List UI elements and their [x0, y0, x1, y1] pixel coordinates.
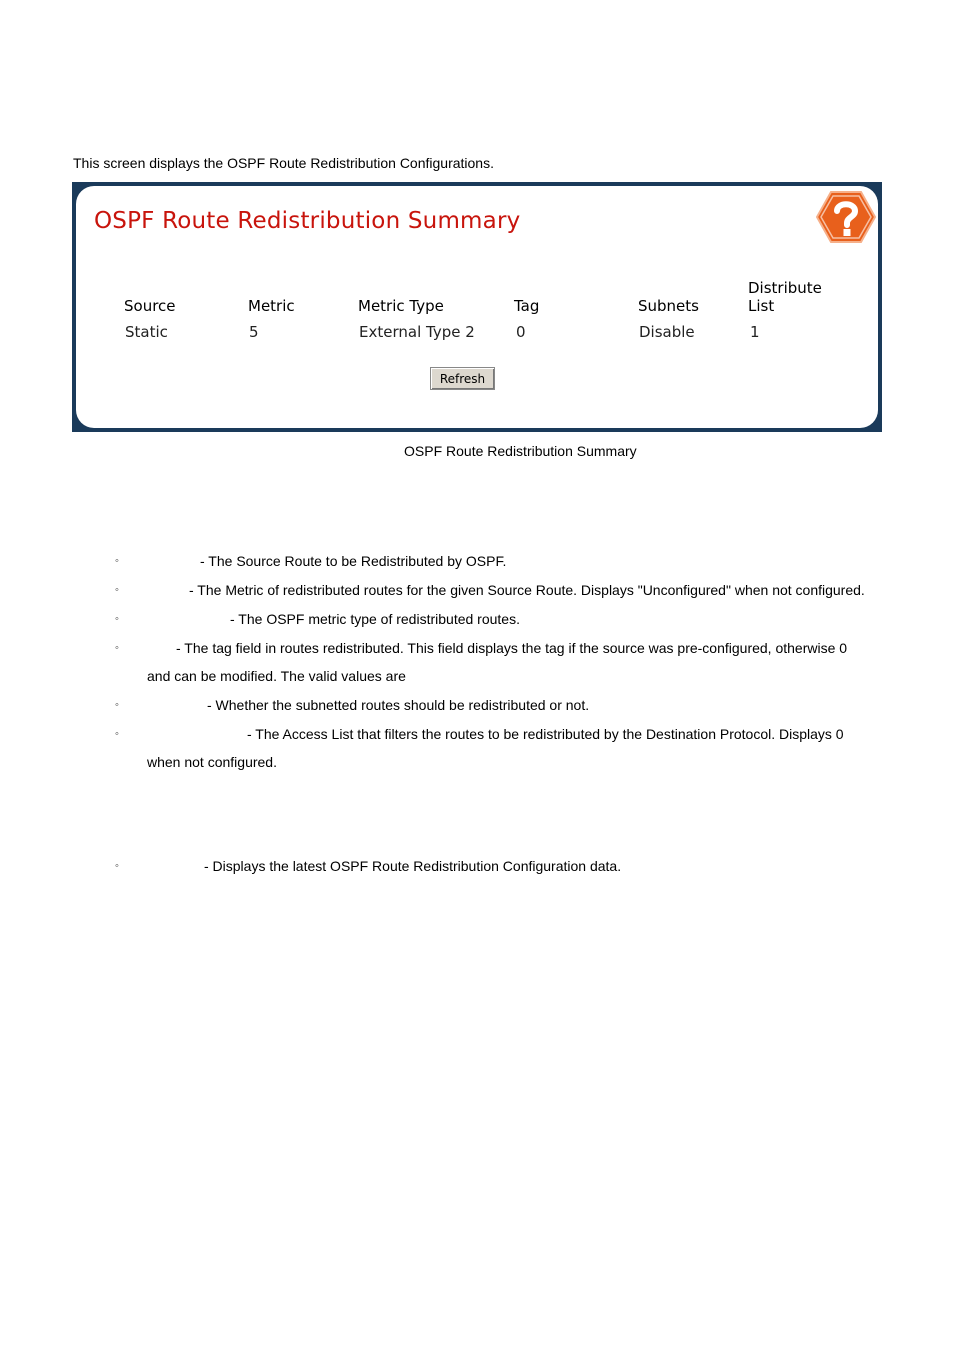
desc-source: - The Source Route to be Redistributed by OSPF.	[200, 553, 507, 569]
bullet-metric-type: ◦	[115, 613, 119, 625]
column-header-distribute-line2: List	[748, 297, 775, 315]
desc-distribute-line2: when not configured.	[147, 754, 277, 770]
redistribution-summary-panel	[72, 182, 882, 432]
cell-metric-type: External Type 2	[359, 323, 475, 341]
cell-distribute-list: 1	[750, 323, 760, 341]
help-icon[interactable]	[816, 190, 876, 244]
panel-content	[76, 186, 878, 428]
bullet-subnets: ◦	[115, 699, 119, 711]
bullet-refresh: ◦	[115, 860, 119, 872]
intro-text: This screen displays the OSPF Route Redistribution Configurations.	[73, 155, 494, 171]
desc-subnets: - Whether the subnetted routes should be redistributed or not.	[207, 697, 590, 713]
desc-distribute-line1: - The Access List that filters the routes to be redistributed by the Destination Protocol. Displays 0	[247, 726, 844, 742]
bullet-metric: ◦	[115, 584, 119, 596]
column-header-tag: Tag	[514, 297, 540, 315]
desc-metric: - The Metric of redistributed routes for the given Source Route. Displays "Unconfigured" when not configured.	[189, 582, 865, 598]
column-header-metric-type: Metric Type	[358, 297, 444, 315]
desc-refresh: - Displays the latest OSPF Route Redistribution Configuration data.	[204, 858, 622, 874]
bullet-source: ◦	[115, 555, 119, 567]
desc-tag-line1: - The tag field in routes redistributed. This field displays the tag if the source was pre-configured, otherwise 0	[176, 640, 848, 656]
cell-tag: 0	[516, 323, 526, 341]
column-header-metric: Metric	[248, 297, 295, 315]
refresh-button[interactable]: Refresh	[430, 367, 495, 390]
figure-caption: OSPF Route Redistribution Summary	[404, 443, 637, 459]
cell-source: Static	[125, 323, 168, 341]
panel-title: OSPF Route Redistribution Summary	[94, 208, 521, 234]
column-header-distribute-list	[748, 279, 822, 315]
cell-metric: 5	[249, 323, 259, 341]
desc-metric-type: - The OSPF metric type of redistributed routes.	[230, 611, 520, 627]
bullet-tag: ◦	[115, 642, 119, 654]
column-header-distribute-line1: Distribute	[748, 279, 822, 297]
cell-subnets: Disable	[639, 323, 695, 341]
bullet-distribute-list: ◦	[115, 728, 119, 740]
desc-tag-line2: and can be modified. The valid values are	[147, 668, 406, 684]
column-header-subnets: Subnets	[638, 297, 699, 315]
column-header-source: Source	[124, 297, 176, 315]
